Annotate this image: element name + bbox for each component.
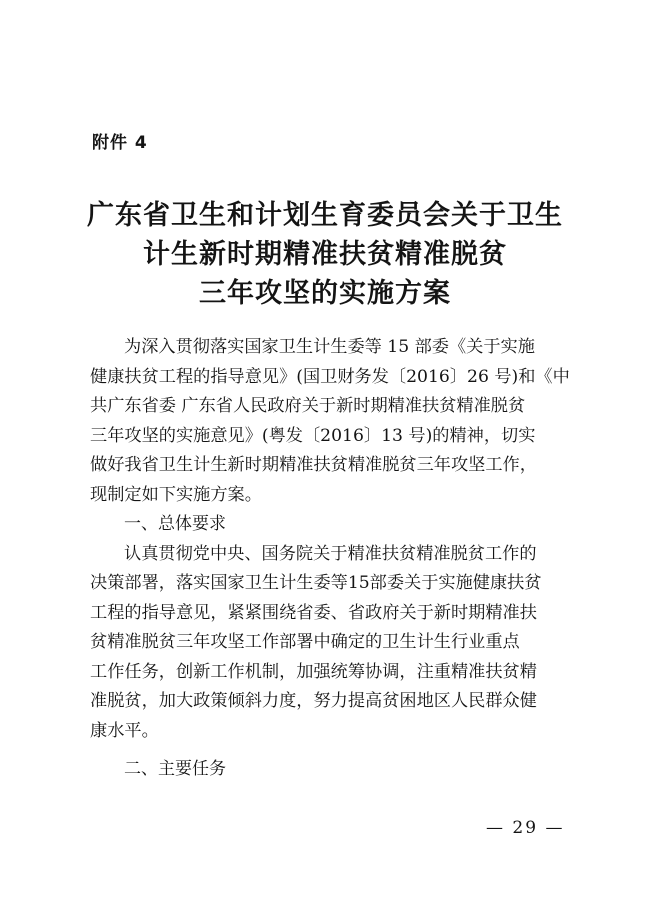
document-title	[0, 196, 650, 313]
intro-line-6: 现制定如下实施方案。	[90, 484, 262, 505]
document-body	[90, 333, 570, 785]
title-line-3: 三年攻坚的实施方案	[199, 278, 451, 309]
page-number: — 29 —	[486, 818, 565, 838]
section1-line-7: 康水平。	[90, 720, 159, 741]
general-requirements-paragraph	[90, 540, 570, 747]
intro-line-5: 做好我省卫生计生新时期精准扶贫精准脱贫三年攻坚工作，	[90, 455, 537, 475]
title-line-2: 计生新时期精准扶贫精准脱贫	[143, 239, 507, 270]
section1-line-1: 认真贯彻党中央、国务院关于精准扶贫精准脱贫工作的	[124, 543, 537, 564]
title-line-1: 广东省卫生和计划生育委员会关于卫生	[87, 200, 563, 231]
section1-line-5: 工作任务，创新工作机制，加强统筹协调，注重精准扶贫精	[90, 661, 537, 682]
section1-line-2: 决策部署，落实国家卫生计生委等15部委关于实施健康扶贫	[90, 573, 542, 593]
attachment-label: 附件 4	[92, 133, 148, 153]
intro-line-4: 三年攻坚的实施意见》(粤发〔2016〕13 号)的精神，切实	[90, 425, 536, 446]
section1-line-3: 工程的指导意见，紧紧围绕省委、省政府关于新时期精准扶	[90, 602, 537, 623]
section-heading-general-requirements: 一、总体要求	[124, 514, 226, 534]
section1-line-6: 准脱贫，加大政策倾斜力度，努力提高贫困地区人民群众健	[90, 691, 537, 711]
intro-line-2: 健康扶贫工程的指导意见》(国卫财务发〔2016〕26 号)和《中	[90, 366, 570, 387]
section-heading-main-tasks: 二、主要任务	[124, 759, 226, 779]
section1-line-4: 贫精准脱贫三年攻坚工作部署中确定的卫生计生行业重点	[90, 632, 520, 652]
intro-line-3: 共广东省委 广东省人民政府关于新时期精准扶贫精准脱贫	[90, 396, 526, 416]
intro-paragraph	[90, 333, 570, 510]
intro-line-1: 为深入贯彻落实国家卫生计生委等 15 部委《关于实施	[124, 337, 535, 357]
